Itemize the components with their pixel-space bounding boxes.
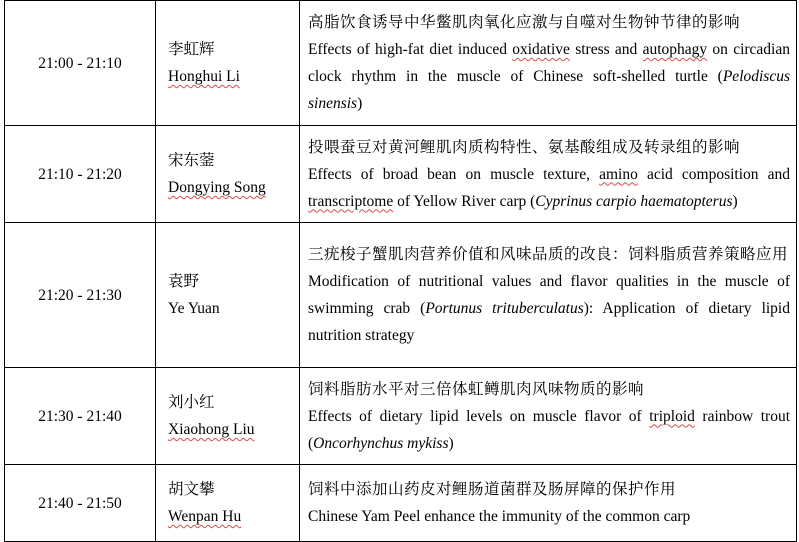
species-name: Cyprinus carpio haematopterus [535,192,733,210]
talk-title-en: Effects of high-fat diet induced oxidative stress and autophagy on circadian clock rhythm in the muscle of Chinese soft-shelled turtle (Pelodiscus sinensis) [308,41,790,112]
talk-title-en: Chinese Yam Peel enhance the immunity of the common carp [308,508,691,525]
talk-title-cell [300,1,797,126]
species-name: Pelodiscus sinensis [308,68,790,112]
talk-title-cn: 高脂饮食诱导中华鳖肌肉氧化应激与自噬对生物钟节律的影响 [308,14,741,31]
talk-title-cell [300,223,797,368]
speaker-name-cn: 刘小红 [168,394,215,411]
time-cell: 21:20 - 21:30 [5,223,156,368]
table-row [5,368,797,465]
table-row [5,465,797,542]
speaker-name-cn: 李虹辉 [168,41,215,58]
speaker-cell [156,465,300,542]
speaker-cell [156,223,300,368]
species-name: Oncorhynchus mykiss [313,434,449,452]
talk-title-cn: 投喂蚕豆对黄河鲤肌肉质构特性、氨基酸组成及转录组的影响 [308,138,741,156]
talk-title-en: Modification of nutritional values and flavor qualities in the muscle of swimming crab (Portunus trituberculatus): Application of dietary lipid nutrition strategy [308,273,790,344]
talk-title-cn: 饲料脂肪水平对三倍体虹鳟肌肉风味物质的影响 [308,380,645,398]
species-name: Portunus trituberculatus [425,300,584,317]
speaker-cell [156,368,300,465]
speaker-name-cn: 宋东蓥 [168,152,215,169]
speaker-cell [156,1,300,126]
talk-title-cell [300,368,797,465]
talk-title-cell [300,465,797,542]
speaker-name-cn: 袁野 [168,273,200,290]
speaker-name-en: Dongying Song [168,179,266,196]
table-row [5,223,797,368]
time-cell: 21:40 - 21:50 [5,465,156,542]
time-cell: 21:10 - 21:20 [5,126,156,223]
schedule-table [4,0,797,542]
speaker-cell [156,126,300,223]
talk-title-cn: 饲料中添加山药皮对鲤肠道菌群及肠屏障的保护作用 [308,481,677,498]
talk-title-en: Effects of dietary lipid levels on muscle flavor of triploid rainbow trout (Oncorhynchus mykiss) [308,407,791,452]
speaker-name-en: Ye Yuan [168,300,220,317]
speaker-name-cn: 胡文攀 [168,481,215,498]
table-row [5,126,797,223]
time-cell: 21:00 - 21:10 [5,1,156,126]
talk-title-en: Effects of broad bean on muscle texture, amino acid composition and transcriptome of Yellow River carp (Cyprinus carpio haematopterus) [308,165,790,210]
time-cell: 21:30 - 21:40 [5,368,156,465]
table-row [5,1,797,126]
talk-title-cell [300,126,797,223]
speaker-name-en: Honghui Li [168,68,240,85]
speaker-name-en: Xiaohong Liu [168,421,255,438]
speaker-name-en: Wenpan Hu [168,508,242,525]
talk-title-cn: 三疣梭子蟹肌肉营养价值和风味品质的改良：饲料脂质营养策略应用 [308,246,789,263]
